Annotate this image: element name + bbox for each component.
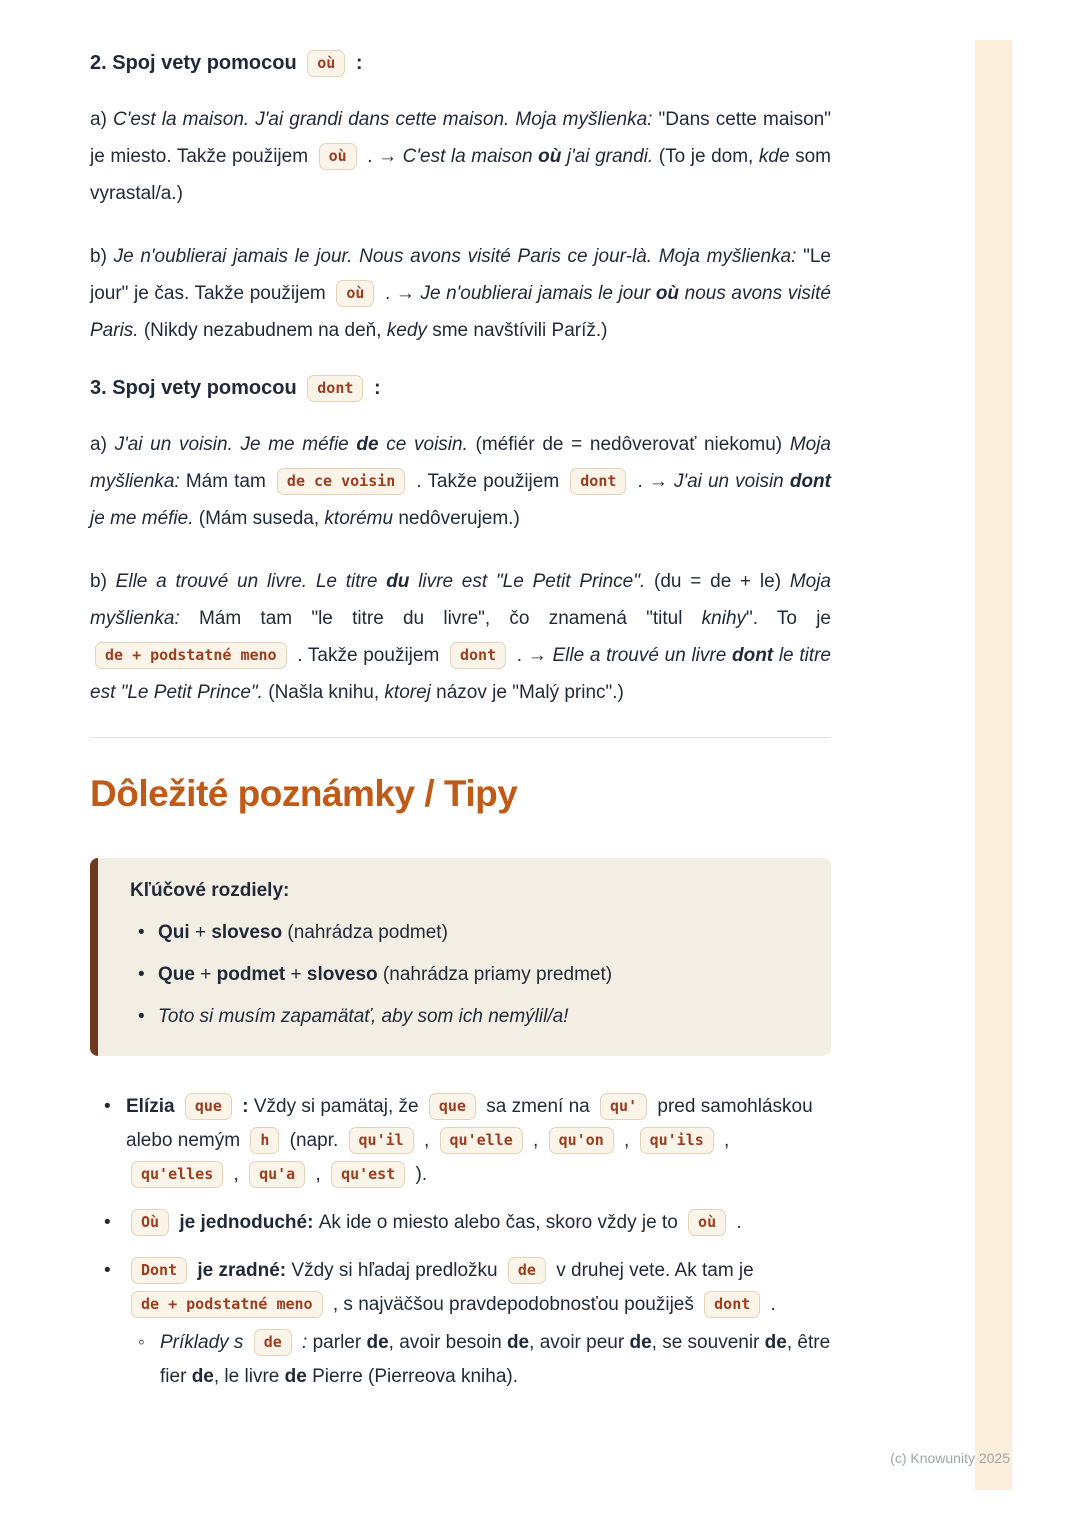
text-segment-italic: ce voisin.: [378, 434, 476, 455]
text-segment: ,: [618, 1130, 635, 1151]
text-segment: (To je dom,: [658, 146, 759, 167]
inline-code-badge: qu'il: [349, 1127, 414, 1154]
tips-list: [90, 1090, 831, 1394]
text-segment-italic: ktorému: [324, 508, 394, 529]
tips-page-title: Dôležité poznámky / Tipy: [90, 773, 518, 814]
text-segment: ,: [228, 1164, 245, 1185]
text-segment-italic: C'est la maison: [402, 146, 539, 167]
inline-code-badge: qu': [600, 1093, 647, 1120]
text-segment: názov je "Malý princ".): [430, 682, 624, 703]
inline-code-badge: où: [307, 50, 345, 77]
text-segment-italic: Elle a trouvé un livre. Le titre: [115, 571, 387, 592]
text-segment: Mám tam: [185, 471, 272, 492]
callout-title: Kľúčové rozdiely:: [130, 880, 290, 901]
text-segment: (Mám suseda,: [198, 508, 325, 529]
heading-spoj-vety-ou: [90, 50, 831, 77]
text-segment-bold: de: [191, 1366, 214, 1387]
inline-code-badge: qu'elle: [440, 1127, 523, 1154]
text-segment-italic: Elle a trouvé un livre: [552, 645, 732, 666]
text-segment-bold-italic: dont: [731, 645, 774, 666]
text-segment: . →: [361, 146, 403, 167]
text-segment-bold: de: [629, 1332, 652, 1353]
text-segment-italic: j'ai grandi.: [561, 146, 659, 167]
text-segment-bold: :: [368, 377, 381, 399]
text-segment: "Le jour" je čas. Takže použijem: [90, 246, 831, 304]
text-segment-bold: sloveso: [306, 964, 378, 985]
inline-code-badge: où: [336, 280, 374, 307]
inline-code-badge: qu'ils: [640, 1127, 714, 1154]
section-divider: [90, 737, 831, 738]
paragraph-dont-example-b: [90, 563, 831, 711]
text-segment-bold: 2. Spoj vety pomocou: [90, 52, 303, 74]
text-segment: (nahrádza podmet): [282, 922, 448, 943]
content-area: [90, 50, 831, 1408]
text-segment-bold-italic: dont: [789, 471, 831, 492]
text-segment: . →: [511, 645, 553, 666]
text-segment-bold: de: [366, 1332, 389, 1353]
text-segment: sme navštívili Paríž.): [426, 320, 608, 341]
text-segment: (nahrádza priamy predmet): [377, 964, 613, 985]
text-segment: .: [765, 1294, 776, 1315]
text-segment-italic: Moja myšlienka:: [515, 109, 659, 130]
text-segment: ,: [718, 1130, 730, 1151]
text-segment: sa zmení na: [480, 1096, 596, 1117]
text-segment: ,: [418, 1130, 435, 1151]
inline-code-badge: que: [429, 1093, 476, 1120]
text-segment: ).: [410, 1164, 428, 1185]
text-segment-italic: kedy: [386, 320, 427, 341]
text-segment-italic: je me méfie.: [90, 508, 199, 529]
text-segment: Vždy si hľadaj predložku: [291, 1260, 503, 1281]
text-segment: , se souvenir: [651, 1332, 765, 1353]
inline-code-badge: dont: [570, 468, 626, 495]
text-segment: +: [194, 964, 217, 985]
text-segment: . Takže použijem: [410, 471, 566, 492]
text-segment: , le livre: [213, 1366, 285, 1387]
text-segment-italic: livre est "Le Petit Prince".: [409, 571, 655, 592]
text-segment-italic: knihy: [701, 608, 747, 629]
text-segment-bold: sloveso: [211, 922, 283, 943]
text-segment: parler: [312, 1332, 367, 1353]
text-segment-bold: je jednoduché:: [179, 1212, 319, 1233]
inline-code-badge: dont: [704, 1291, 760, 1318]
inline-code-badge: dont: [307, 375, 363, 402]
text-segment: a): [90, 434, 115, 455]
text-segment-italic: le titre est "Le Petit Prince".: [90, 645, 831, 703]
text-segment-bold-italic: où: [538, 146, 562, 167]
inline-code-badge: de: [508, 1257, 546, 1284]
text-segment: . Takže použijem: [291, 645, 445, 666]
text-segment-italic: Moja myšlienka:: [90, 434, 831, 492]
inline-code-badge: de ce voisin: [277, 468, 405, 495]
text-segment-bold: de: [506, 1332, 530, 1353]
text-segment: "Dans cette maison" je miesto. Takže použijem: [90, 109, 831, 167]
text-segment: som vyrastal/a.): [90, 146, 831, 204]
paragraph-ou-example-a: [90, 101, 831, 212]
tip-item-elision: [126, 1090, 831, 1192]
paragraph-ou-example-b: [90, 238, 831, 349]
text-segment: +: [189, 922, 212, 943]
inline-code-badge: de + podstatné meno: [95, 642, 287, 669]
text-segment-italic: kde: [758, 146, 790, 167]
text-segment-bold: de: [284, 1366, 307, 1387]
text-segment: nedôverujem.): [393, 508, 520, 529]
inline-code-badge: qu'est: [331, 1161, 405, 1188]
key-differences-callout: [90, 858, 831, 1056]
text-segment-italic: J'ai un voisin. Je me méfie: [114, 434, 357, 455]
text-segment: b): [90, 246, 114, 267]
text-segment-bold: podmet: [216, 964, 286, 985]
text-segment-bold: je zradné:: [197, 1260, 292, 1281]
text-segment: (Nikdy nezabudnem na deň,: [143, 320, 387, 341]
text-segment-italic: :: [296, 1332, 313, 1353]
text-segment-italic: nous avons visité Paris.: [90, 283, 831, 341]
text-segment: Vždy si pamätaj, že: [253, 1096, 424, 1117]
inline-code-badge: qu'elles: [131, 1161, 223, 1188]
text-segment-bold: Que: [158, 964, 195, 985]
tip-dont-examples: [160, 1326, 831, 1394]
text-segment: v druhej vete. Ak tam je: [550, 1260, 754, 1281]
tip-item-dont-text: [126, 1260, 776, 1315]
text-segment: , avoir besoin: [388, 1332, 507, 1353]
inline-code-badge: Dont: [131, 1257, 187, 1284]
text-segment: (du = de + le): [654, 571, 790, 592]
tip-item-ou: [126, 1206, 831, 1240]
text-segment: , être fier: [160, 1332, 831, 1387]
text-segment: +: [285, 964, 307, 985]
inline-code-badge: qu'on: [549, 1127, 614, 1154]
inline-code-badge: dont: [450, 642, 506, 669]
text-segment: .: [731, 1212, 742, 1233]
text-segment-bold-italic: de: [356, 434, 379, 455]
text-segment: . →: [631, 471, 674, 492]
text-segment: ,: [310, 1164, 327, 1185]
text-segment-italic: Toto si musím zapamätať, aby som ich nemýlil/a!: [158, 1006, 569, 1027]
inline-code-badge: Où: [131, 1209, 169, 1236]
tip-item-dont: [126, 1254, 831, 1394]
text-segment: (méfiér de = nedôverovať niekomu): [475, 434, 790, 455]
text-segment: ,: [527, 1130, 544, 1151]
text-segment-italic: Príklady s: [160, 1332, 249, 1353]
callout-item-qui: [158, 920, 803, 946]
inline-code-badge: qu'a: [249, 1161, 305, 1188]
text-segment-italic: Moja myšlienka:: [90, 571, 831, 629]
paragraph-dont-example-a: [90, 426, 831, 537]
inline-code-badge: de + podstatné meno: [131, 1291, 323, 1318]
text-segment: Pierre (Pierreova kniha).: [306, 1366, 519, 1387]
text-segment-bold: :: [236, 1096, 254, 1117]
text-segment-italic: J'ai un voisin: [673, 471, 790, 492]
text-segment-bold-italic: où: [655, 283, 680, 304]
callout-item-reminder: [158, 1004, 803, 1030]
text-segment-bold: Qui: [158, 922, 190, 943]
callout-list: [130, 920, 803, 1030]
text-segment: a): [90, 109, 113, 130]
text-segment: , avoir peur: [529, 1332, 630, 1353]
text-segment: . →: [379, 283, 421, 304]
inline-code-badge: h: [250, 1127, 279, 1154]
text-segment: Mám tam "le titre du livre", čo znamená "titul: [198, 608, 702, 629]
inline-code-badge: où: [319, 143, 357, 170]
callout-item-que: [158, 962, 803, 988]
text-segment-italic: Je n'oublierai jamais le jour: [420, 283, 656, 304]
heading-spoj-vety-dont: [90, 375, 831, 402]
inline-code-badge: que: [185, 1093, 232, 1120]
page-edge-stripe: [975, 40, 1012, 1490]
text-segment-bold: :: [350, 52, 363, 74]
text-segment-bold: de: [764, 1332, 787, 1353]
inline-code-badge: de: [254, 1329, 292, 1356]
text-segment-italic: C'est la maison. J'ai grandi dans cette maison.: [113, 109, 516, 130]
text-segment: b): [90, 571, 116, 592]
text-segment: Ak ide o miesto alebo čas, skoro vždy je to: [318, 1212, 684, 1233]
text-segment-bold-italic: du: [386, 571, 410, 592]
text-segment: ". To je: [746, 608, 832, 629]
text-segment: (napr.: [284, 1130, 344, 1151]
text-segment-italic: Moja myšlienka:: [658, 246, 804, 267]
text-segment: , s najväčšou pravdepodobnosťou použiješ: [327, 1294, 700, 1315]
text-segment-bold: 3. Spoj vety pomocou: [90, 377, 303, 399]
text-segment-italic: ktorej: [384, 682, 431, 703]
tip-dont-sublist: [126, 1326, 831, 1394]
text-segment-italic: Je n'oublierai jamais le jour. Nous avons visité Paris ce jour-là.: [113, 246, 659, 267]
inline-code-badge: où: [688, 1209, 726, 1236]
copyright-watermark: (c) Knowunity 2025: [890, 1450, 1010, 1466]
text-segment: pred samohláskou alebo nemým: [126, 1096, 813, 1151]
text-segment-bold: Elízia: [126, 1096, 180, 1117]
text-segment: (Našla knihu,: [268, 682, 385, 703]
